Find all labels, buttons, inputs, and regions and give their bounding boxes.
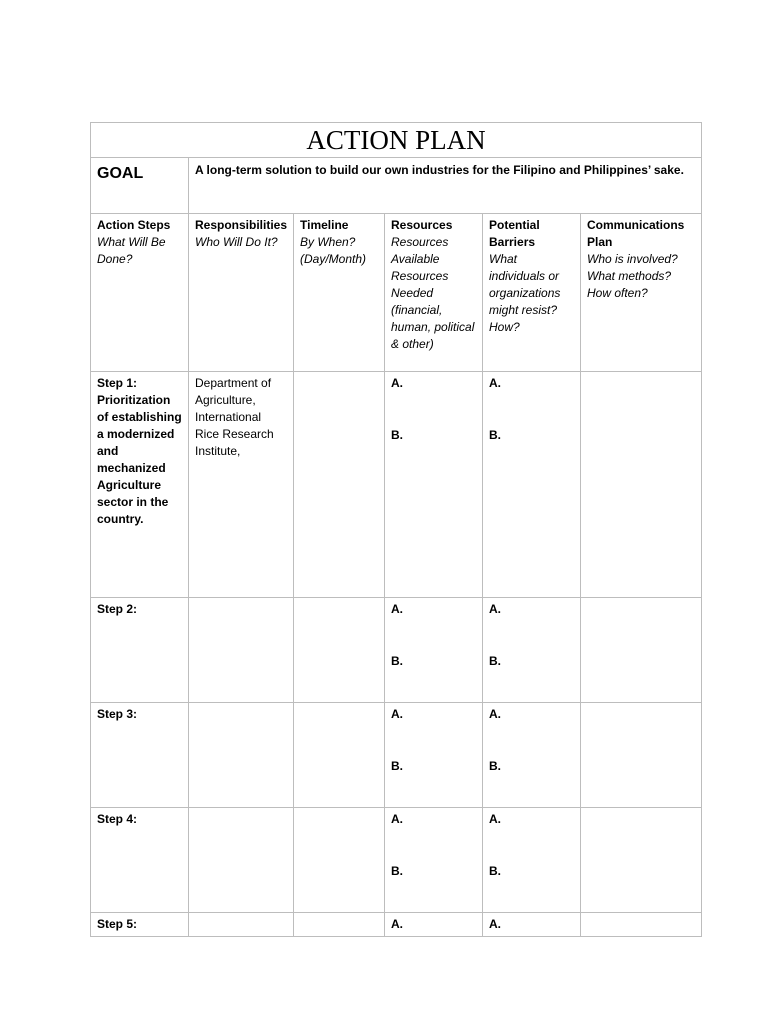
resource-a: A. (391, 707, 403, 721)
header-barriers-sub: What individuals or organizations might resist? How? (489, 252, 561, 334)
step-responsibilities (189, 598, 294, 703)
header-communications-sub2: What methods? (587, 269, 672, 283)
step-barriers (483, 372, 581, 598)
header-barriers-title: Potential Barriers (489, 218, 540, 249)
header-action-steps (91, 214, 189, 372)
step-barriers (483, 808, 581, 913)
step-resources (385, 913, 483, 937)
barrier-b: B. (489, 759, 501, 773)
header-responsibilities (189, 214, 294, 372)
step-barriers (483, 913, 581, 937)
header-resources-title: Resources (391, 218, 453, 232)
step-responsibilities (189, 913, 294, 937)
barrier-a: A. (489, 707, 501, 721)
resource-b: B. (391, 654, 403, 668)
header-timeline-title: Timeline (300, 218, 349, 232)
header-communications-sub3: How often? (587, 286, 648, 300)
header-timeline-sub2: (Day/Month) (300, 252, 367, 266)
header-timeline (294, 214, 385, 372)
table-row (91, 703, 702, 808)
step-timeline (294, 808, 385, 913)
header-resources (385, 214, 483, 372)
table-row (91, 372, 702, 598)
header-responsibilities-sub: Who Will Do It? (195, 235, 278, 249)
step-timeline (294, 703, 385, 808)
step-resources (385, 372, 483, 598)
header-communications-title: Communications Plan (587, 218, 685, 249)
step-resources (385, 703, 483, 808)
header-responsibilities-title: Responsibilities (195, 218, 288, 232)
resource-a: A. (391, 376, 403, 390)
barrier-b: B. (489, 864, 501, 878)
step-label: Step 5: (91, 913, 189, 937)
step-resources (385, 808, 483, 913)
table-row (91, 808, 702, 913)
table-row (91, 913, 702, 937)
step-label: Step 2: (91, 598, 189, 703)
header-resources-sub1: Resources Available (391, 235, 449, 266)
goal-text: A long-term solution to build our own industries for the Filipino and Philippines’ sake. (189, 158, 702, 214)
header-barriers (483, 214, 581, 372)
barrier-a: A. (489, 376, 501, 390)
step-timeline (294, 598, 385, 703)
barrier-b: B. (489, 428, 501, 442)
step-timeline (294, 372, 385, 598)
step-communications (581, 703, 702, 808)
step-communications (581, 372, 702, 598)
step-responsibilities (189, 703, 294, 808)
barrier-a: A. (489, 812, 501, 826)
goal-row (91, 158, 702, 214)
step-timeline (294, 913, 385, 937)
header-action-steps-sub: What Will Be Done? (97, 235, 166, 266)
resource-b: B. (391, 428, 403, 442)
step-label: Step 3: (91, 703, 189, 808)
action-plan-table (90, 122, 702, 937)
step-communications (581, 808, 702, 913)
step-barriers (483, 703, 581, 808)
step-communications (581, 598, 702, 703)
header-communications (581, 214, 702, 372)
header-resources-sub2: Resources Needed (financial, human, political & other) (391, 269, 475, 351)
goal-label: GOAL (91, 158, 189, 214)
table-row (91, 598, 702, 703)
resource-a: A. (391, 602, 403, 616)
resource-a: A. (391, 812, 403, 826)
resource-b: B. (391, 759, 403, 773)
barrier-b: B. (489, 654, 501, 668)
step-resources (385, 598, 483, 703)
header-communications-sub1: Who is involved? (587, 252, 678, 266)
step-label: Step 4: (91, 808, 189, 913)
step-responsibilities (189, 808, 294, 913)
barrier-a: A. (489, 602, 501, 616)
step-communications (581, 913, 702, 937)
barrier-a: A. (489, 917, 501, 931)
title-row (91, 123, 702, 158)
step-barriers (483, 598, 581, 703)
header-row (91, 214, 702, 372)
page-title: ACTION PLAN (91, 123, 702, 158)
resource-b: B. (391, 864, 403, 878)
header-action-steps-title: Action Steps (97, 218, 171, 232)
resource-a: A. (391, 917, 403, 931)
step-responsibilities: Department of Agriculture, International Rice Research Institute, (189, 372, 294, 598)
step-label: Step 1: Prioritization of establishing a modernized and mechanized Agriculture sector in the country. (91, 372, 189, 598)
header-timeline-sub1: By When? (300, 235, 356, 249)
